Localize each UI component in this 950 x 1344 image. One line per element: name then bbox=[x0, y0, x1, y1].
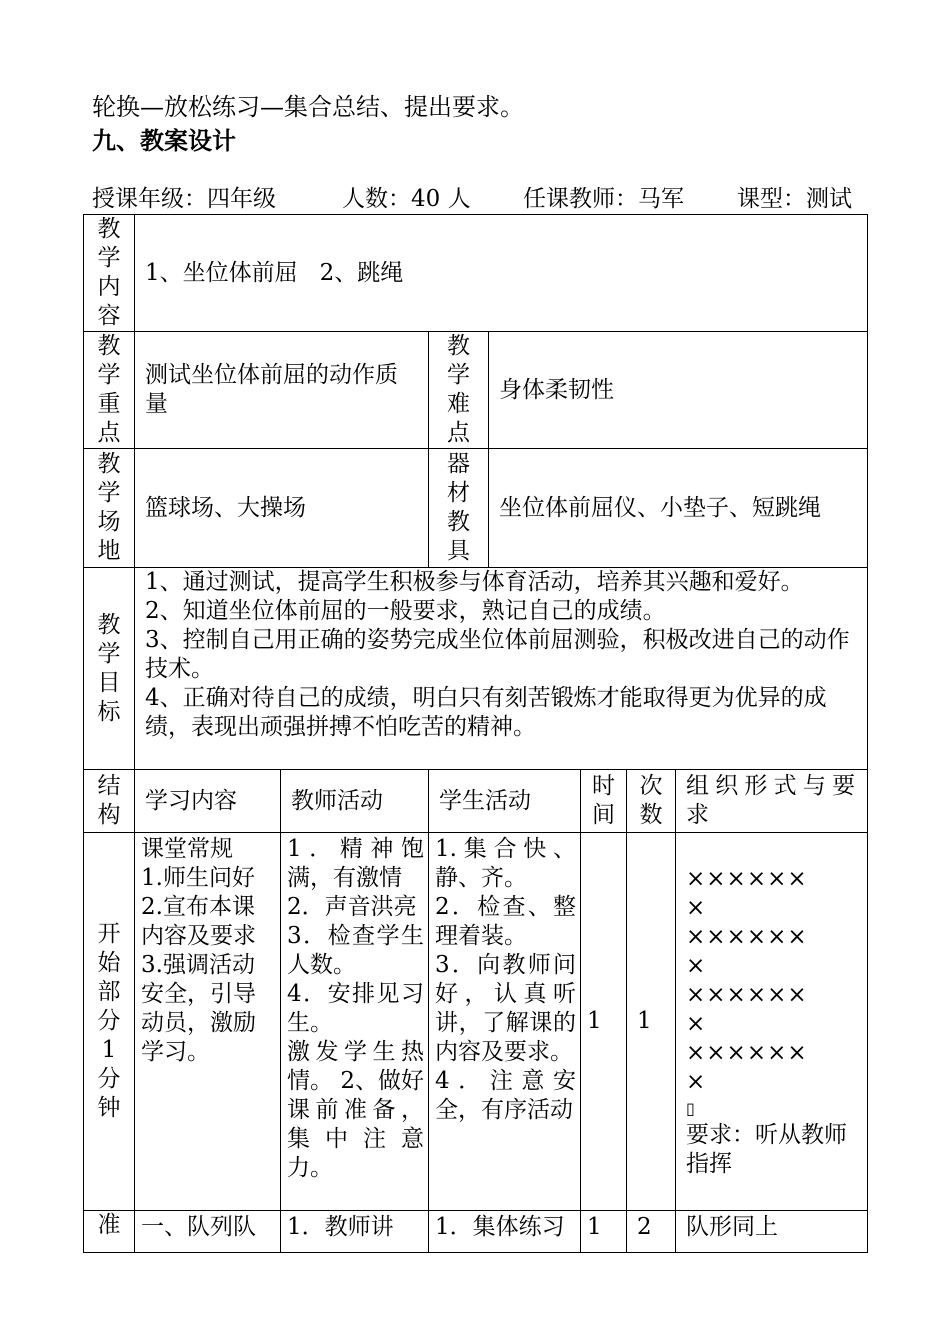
start-student-activity: 1.集合快、静、齐。 2．检查、整理着装。 3．向教师问好，认真听讲，了解课的内容及要求。 4．注意安全，有序活动 bbox=[429, 833, 581, 1211]
header-organization: 组织形式与要求 bbox=[676, 770, 868, 833]
row-schedule-header bbox=[84, 770, 868, 833]
header-structure: 结 构 bbox=[84, 770, 135, 833]
goal-item: 1、通过测试，提高学生积极参与体育活动，培养其兴趣和爱好。 bbox=[145, 569, 804, 595]
value-teaching-content: 1、坐位体前屈 2、跳绳 bbox=[135, 215, 868, 332]
header-student-activity: 学生活动 bbox=[429, 770, 581, 833]
row-teaching-content bbox=[84, 215, 868, 332]
value-goals bbox=[135, 568, 868, 770]
start-requirement: 要求：听从教师指挥 bbox=[686, 1121, 847, 1177]
goal-item: 2、知道坐位体前屈的一般要求，熟记自己的成绩。 bbox=[145, 598, 666, 624]
header-teacher-activity: 教师活动 bbox=[281, 770, 429, 833]
label-key-points: 教 学 重 点 bbox=[84, 332, 135, 449]
label-start-part: 开 始 部 分 1 分 钟 bbox=[84, 833, 135, 1211]
meta-teacher: 任课教师：马军 bbox=[523, 186, 684, 212]
label-goals: 教 学 目 标 bbox=[84, 568, 135, 770]
value-venue: 篮球场、大操场 bbox=[135, 449, 429, 568]
label-venue: 教 学 场 地 bbox=[84, 449, 135, 568]
start-time: 1 bbox=[581, 833, 627, 1211]
label-teaching-content: 教 学 内 容 bbox=[84, 215, 135, 332]
teacher-position-icon: ▯ bbox=[686, 1098, 696, 1118]
prep-times: 2 bbox=[627, 1211, 676, 1253]
start-learning-content: 课堂常规 1.师生问好 2.宣布本课内容及要求 3.强调活动安全，引导动员，激励学习。 bbox=[135, 833, 281, 1211]
intro-line: 轮换—放松练习—集合总结、提出要求。 bbox=[92, 93, 524, 121]
prep-time: 1 bbox=[581, 1211, 627, 1253]
header-learning-content: 学习内容 bbox=[135, 770, 281, 833]
row-venue bbox=[84, 449, 868, 568]
header-time: 时 间 bbox=[581, 770, 627, 833]
row-goals bbox=[84, 568, 868, 770]
prep-organization: 队形同上 bbox=[676, 1211, 868, 1253]
row-key-points bbox=[84, 332, 868, 449]
value-key-points: 测试坐位体前屈的动作质量 bbox=[135, 332, 429, 449]
label-prep-part: 准 bbox=[84, 1211, 135, 1253]
meta-grade: 授课年级：四年级 bbox=[92, 186, 276, 212]
section-title: 九、教案设计 bbox=[92, 126, 236, 155]
meta-count: 人数：40 人 bbox=[342, 186, 471, 212]
formation-diagram: ×××××× × ×××××× × ×××××× × ×××××× × ▯ bbox=[686, 865, 857, 1121]
goal-item: 3、控制自己用正确的姿势完成坐位体前屈测验，积极改进自己的动作技术。 bbox=[145, 627, 850, 682]
value-difficulties: 身体柔韧性 bbox=[489, 332, 868, 449]
label-equipment: 器 材 教 具 bbox=[429, 449, 489, 568]
prep-student-activity: 1．集体练习 bbox=[429, 1211, 581, 1253]
start-times: 1 bbox=[627, 833, 676, 1211]
label-difficulties: 教 学 难 点 bbox=[429, 332, 489, 449]
prep-teacher-activity: 1．教师讲 bbox=[281, 1211, 429, 1253]
row-prep-part bbox=[84, 1211, 868, 1253]
prep-learning-content: 一、队列队 bbox=[135, 1211, 281, 1253]
start-organization bbox=[676, 833, 868, 1211]
meta-class-type: 课型：测试 bbox=[737, 186, 852, 212]
start-teacher-activity: 1．精神饱满，有激情 2．声音洪亮 3．检查学生人数。 4．安排见习生。 激发学生热情。 2、做好课前准备，集中注意力。 bbox=[281, 833, 429, 1211]
lesson-plan-table bbox=[83, 214, 868, 1253]
header-times: 次 数 bbox=[627, 770, 676, 833]
goal-item: 4、正确对待自己的成绩，明白只有刻苦锻炼才能取得更为优异的成绩，表现出顽强拼搏不怕吃苦的精神。 bbox=[145, 685, 827, 740]
value-equipment: 坐位体前屈仪、小垫子、短跳绳 bbox=[489, 449, 868, 568]
row-start-part bbox=[84, 833, 868, 1211]
